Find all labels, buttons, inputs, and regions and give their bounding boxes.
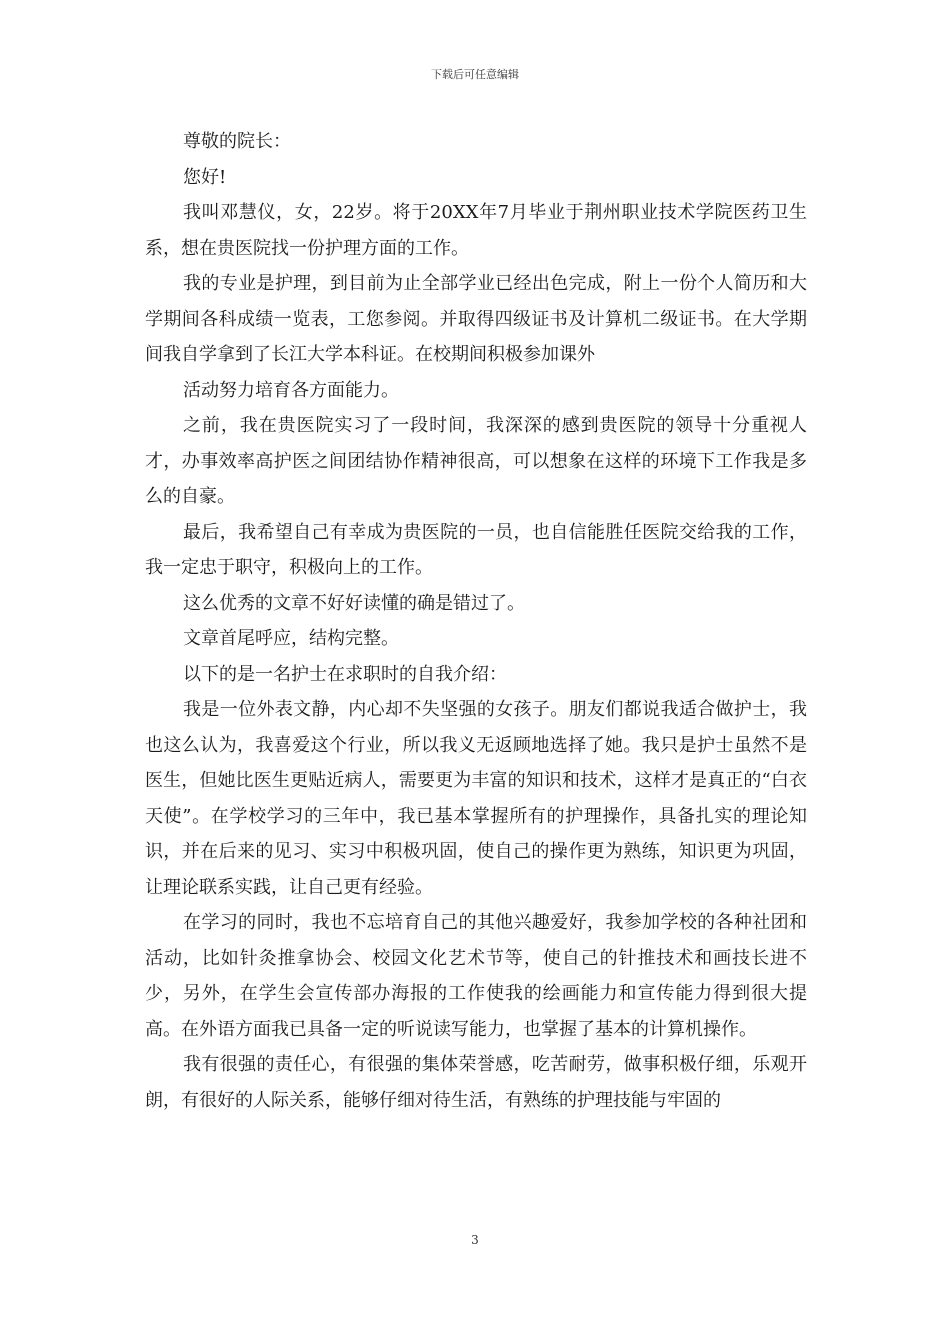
paragraph: 在学习的同时，我也不忘培育自己的其他兴趣爱好，我参加学校的各种社团和活动，比如针灸推拿协会、校园文化艺术节等，使自己的针推技术和画技长进不少，另外，在学生会宣传部办海报的工作使我的绘画能力和宣传能力得到很大提高。在外语方面我已具备一定的听说读写能力，也掌握了基本的计算机操作。: [145, 912, 807, 1040]
paragraph: 我的专业是护理，到目前为止全部学业已经出色完成，附上一份个人简历和大学期间各科成绩一览表，工您参阅。并取得四级证书及计算机二级证书。在大学期间我自学拿到了长江大学本科证。在校期间积极参加课外: [145, 273, 807, 365]
page-header: 下载后可任意编辑: [431, 68, 519, 81]
page-number: 3: [471, 1233, 479, 1247]
paragraph: 我叫邓慧仪，女，22岁。将于20XX年7月毕业于荆州职业技术学院医药卫生系，想在贵医院找一份护理方面的工作。: [145, 202, 807, 259]
greeting: 您好!: [183, 166, 227, 188]
paragraph: 这么优秀的文章不好好读懂的确是错过了。: [183, 592, 525, 614]
paragraph: 以下的是一名护士在求职时的自我介绍：: [183, 663, 507, 685]
salutation: 尊敬的院长：: [183, 131, 291, 152]
paragraph: 文章首尾呼应，结构完整。: [183, 628, 399, 649]
paragraph: 最后，我希望自己有幸成为贵医院的一员，也自信能胜任医院交给我的工作，我一定忠于职守，积极向上的工作。: [145, 521, 807, 578]
paragraph: 活动努力培育各方面能力。: [183, 379, 399, 401]
paragraph: 之前，我在贵医院实习了一段时间，我深深的感到贵医院的领导十分重视人才，办事效率高护医之间团结协作精神很高，可以想象在这样的环境下工作我是多么的自豪。: [145, 415, 807, 507]
paragraph: 我是一位外表文静，内心却不失坚强的女孩子。朋友们都说我适合做护士，我也这么认为，我喜爱这个行业，所以我义无返顾地选择了她。我只是护士虽然不是医生，但她比医生更贴近病人，需要更为丰富的知识和技术，这样才是真正的“白衣天使”。在学校学习的三年中，我已基本掌握所有的护理操作，具备扎实的理论知识，并在后来的见习、实习中积极巩固，使自己的操作更为熟练，知识更为巩固，让理论联系实践，让自己更有经验。: [145, 699, 807, 898]
paragraph: 我有很强的责任心，有很强的集体荣誉感，吃苦耐劳，做事积极仔细，乐观开朗，有很好的人际关系，能够仔细对待生活，有熟练的护理技能与牢固的: [145, 1054, 807, 1111]
document-body: [145, 124, 807, 1118]
